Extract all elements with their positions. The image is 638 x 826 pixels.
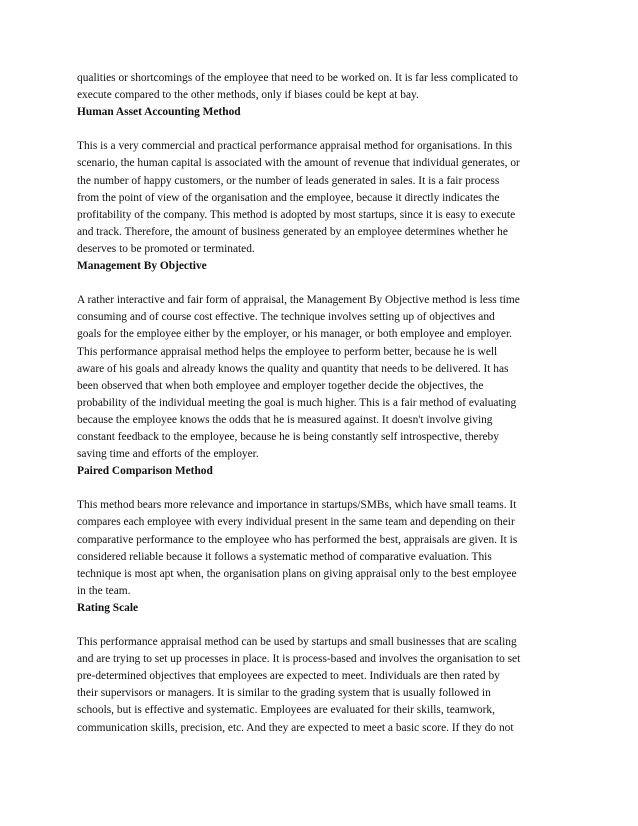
text-line: communication skills, precision, etc. And they are expected to meet a basic score. If they do not xyxy=(77,721,514,734)
section-paired-comparison xyxy=(77,463,567,600)
section-human-asset-accounting xyxy=(77,104,567,258)
paragraph-spacer xyxy=(77,275,567,292)
intro-paragraph xyxy=(77,70,567,104)
text-line: This method bears more relevance and importance in startups/SMBs, which have small teams. It xyxy=(77,499,517,512)
section-heading: Human Asset Accounting Method xyxy=(77,106,241,119)
text-line: This is a very commercial and practical performance appraisal method for organisations. In this xyxy=(77,140,513,153)
text-line: compares each employee with every individual present in the same team and depending on their xyxy=(77,516,515,529)
section-heading: Paired Comparison Method xyxy=(77,465,213,478)
paragraph-spacer xyxy=(77,121,567,138)
text-line: This performance appraisal method helps the employee to perform better, because he is well xyxy=(77,345,498,358)
section-paragraph xyxy=(77,292,567,463)
text-line: profitability of the company. This method is adopted by most startups, since it is easy to execute xyxy=(77,208,516,221)
text-line: the number of happy customers, or the number of leads generated in sales. It is a fair process xyxy=(77,174,500,187)
text-line: scenario, the human capital is associated with the amount of revenue that individual generates, or xyxy=(77,157,520,170)
text-line: deserves to be promoted or terminated. xyxy=(77,242,255,255)
text-line: comparative performance to the employee who has performed the best, appraisals are given. It is xyxy=(77,533,518,546)
text-line: and are trying to set up processes in place. It is process-based and involves the organisation to set xyxy=(77,653,521,666)
text-line: been observed that when both employee and employer together decide the objectives, the xyxy=(77,379,484,392)
text-line: aware of his goals and already knows the quality and quantity that needs to be delivered. It has xyxy=(77,362,509,375)
text-line: considered reliable because it follows a systematic method of comparative evaluation. This xyxy=(77,550,492,563)
text-line: execute compared to the other methods, only if biases could be kept at bay. xyxy=(77,89,419,102)
text-line: pre-determined objectives that employees are expected to meet. Individuals are then rated by xyxy=(77,670,500,683)
text-line: and track. Therefore, the amount of business generated by an employee determines whether he xyxy=(77,225,508,238)
section-management-by-objective xyxy=(77,258,567,463)
section-rating-scale xyxy=(77,600,567,737)
text-line: technique is most apt when, the organisation plans on giving appraisal only to the best employee xyxy=(77,567,517,580)
text-line: from the point of view of the organisation and the employee, because it directly indicates the xyxy=(77,191,500,204)
text-line: schools, but is effective and systematic. Employees are evaluated for their skills, teamwork, xyxy=(77,704,495,717)
section-heading: Rating Scale xyxy=(77,601,139,614)
text-line: constant feedback to the employee, because he is being constantly self introspective, thereby xyxy=(77,430,499,443)
text-line: probability of the individual meeting the goal is much higher. This is a fair method of evaluating xyxy=(77,396,517,409)
section-paragraph xyxy=(77,497,567,600)
text-line: consuming and of course cost effective. The technique involves setting up of objectives and xyxy=(77,311,495,324)
text-line: goals for the employee either by the employer, or his manager, or both employee and employer. xyxy=(77,328,512,341)
section-paragraph xyxy=(77,634,567,737)
section-paragraph xyxy=(77,138,567,258)
document-page xyxy=(77,70,567,737)
text-line: saving time and efforts of the employer. xyxy=(77,448,259,461)
text-line: qualities or shortcomings of the employee that need to be worked on. It is far less complicated to xyxy=(77,72,518,84)
paragraph-spacer xyxy=(77,617,567,634)
text-line: in the team. xyxy=(77,584,131,597)
text-line: because the employee knows the odds that he is measured against. It doesn't involve giving xyxy=(77,413,493,426)
text-line: A rather interactive and fair form of appraisal, the Management By Objective method is less time xyxy=(77,294,520,307)
text-line: This performance appraisal method can be used by startups and small businesses that are scaling xyxy=(77,636,517,649)
section-heading: Management By Objective xyxy=(77,260,207,273)
text-line: their supervisors or managers. It is similar to the grading system that is usually followed in xyxy=(77,687,491,700)
paragraph-spacer xyxy=(77,480,567,497)
